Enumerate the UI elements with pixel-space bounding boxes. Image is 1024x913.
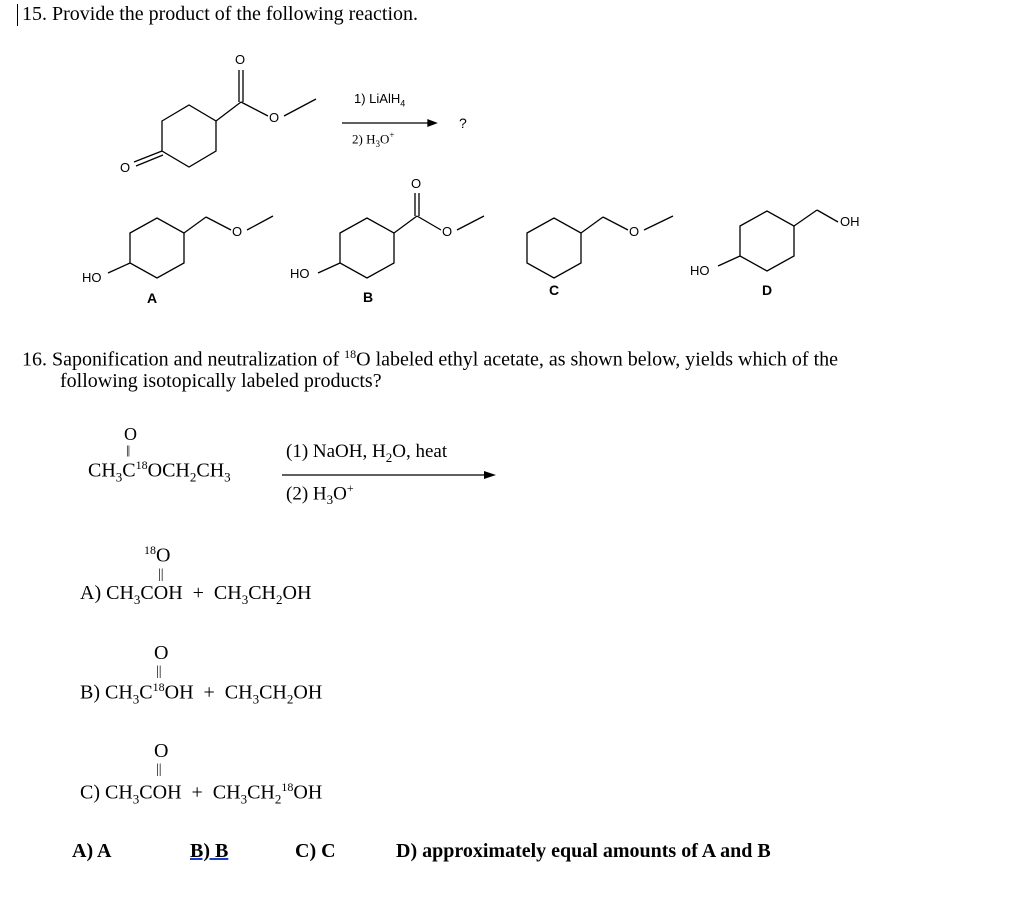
reactant-carbonyl-o: O <box>235 52 246 67</box>
start-carbonyl-o: O <box>124 424 137 444</box>
choice-b-ester-o: O <box>442 224 453 239</box>
reactant-ketone-o: O <box>120 160 131 175</box>
reactant-ester-o: O <box>269 110 280 125</box>
answer-b-selected[interactable]: B) B <box>190 840 229 862</box>
option-c-carbonyl-o: O <box>154 740 169 762</box>
unknown-product: ? <box>459 115 467 131</box>
answer-c[interactable]: C) C <box>295 840 336 862</box>
start-double-bond: || <box>126 442 130 457</box>
q16-title-line1: 16. Saponification and neutralization of $^{18}$O labeled ethyl acetate, as shown below, yields which of the <box>22 347 839 371</box>
choice-c-letter: C <box>549 282 560 298</box>
option-a: A) $CH_3COH + CH_3CH_2OH$ <box>80 582 312 607</box>
condition-1: (1) NaOH, $H_2O$, heat <box>286 441 448 465</box>
option-b: B) $CH_3C^{18}OH + CH_3CH_2OH$ <box>80 680 323 707</box>
choice-b-ring <box>340 218 394 278</box>
choice-d-letter: D <box>762 282 773 298</box>
q16-title-line2: following isotopically labeled products? <box>60 370 382 392</box>
q15-title: 15. Provide the product of the following reaction. <box>22 3 419 25</box>
choice-d-ho: HO <box>690 263 710 278</box>
option-b-double-bond: || <box>156 664 162 679</box>
choice-d-oh: OH <box>840 214 860 229</box>
choice-a-letter: A <box>147 290 158 306</box>
choice-a-o: O <box>232 224 243 239</box>
reactant-ring <box>162 105 216 167</box>
choice-a-ho: HO <box>82 270 102 285</box>
choice-d-ring <box>740 211 794 271</box>
choice-a-ring <box>130 218 184 278</box>
reagent-2: 2) $H_3O^+$ <box>352 130 395 149</box>
option-a-double-bond: || <box>158 567 164 582</box>
start-formula: $CH_3C^{18}OCH_2CH_3$ <box>88 458 231 485</box>
option-c-double-bond: || <box>156 762 162 777</box>
option-b-carbonyl-o: O <box>154 642 169 664</box>
choice-c-ring <box>527 218 581 278</box>
option-a-labeled-o: $^{18}$O <box>144 543 171 567</box>
q15-structures <box>0 0 1024 330</box>
answer-d[interactable]: D) approximately equal amounts of A and B <box>396 840 771 862</box>
choice-b-ho: HO <box>290 266 310 281</box>
choice-b-letter: B <box>363 289 374 305</box>
option-c: C) $CH_3COH + CH_3CH_2^{18}OH$ <box>80 780 323 807</box>
condition-2: (2) $H_3O^+$ <box>286 481 354 508</box>
answer-a[interactable]: A) A <box>72 840 112 862</box>
reagent-1: 1) LiAlH$_4$ <box>354 91 406 109</box>
choice-c-o: O <box>629 224 640 239</box>
choice-b-carbonyl-o: O <box>411 176 422 191</box>
